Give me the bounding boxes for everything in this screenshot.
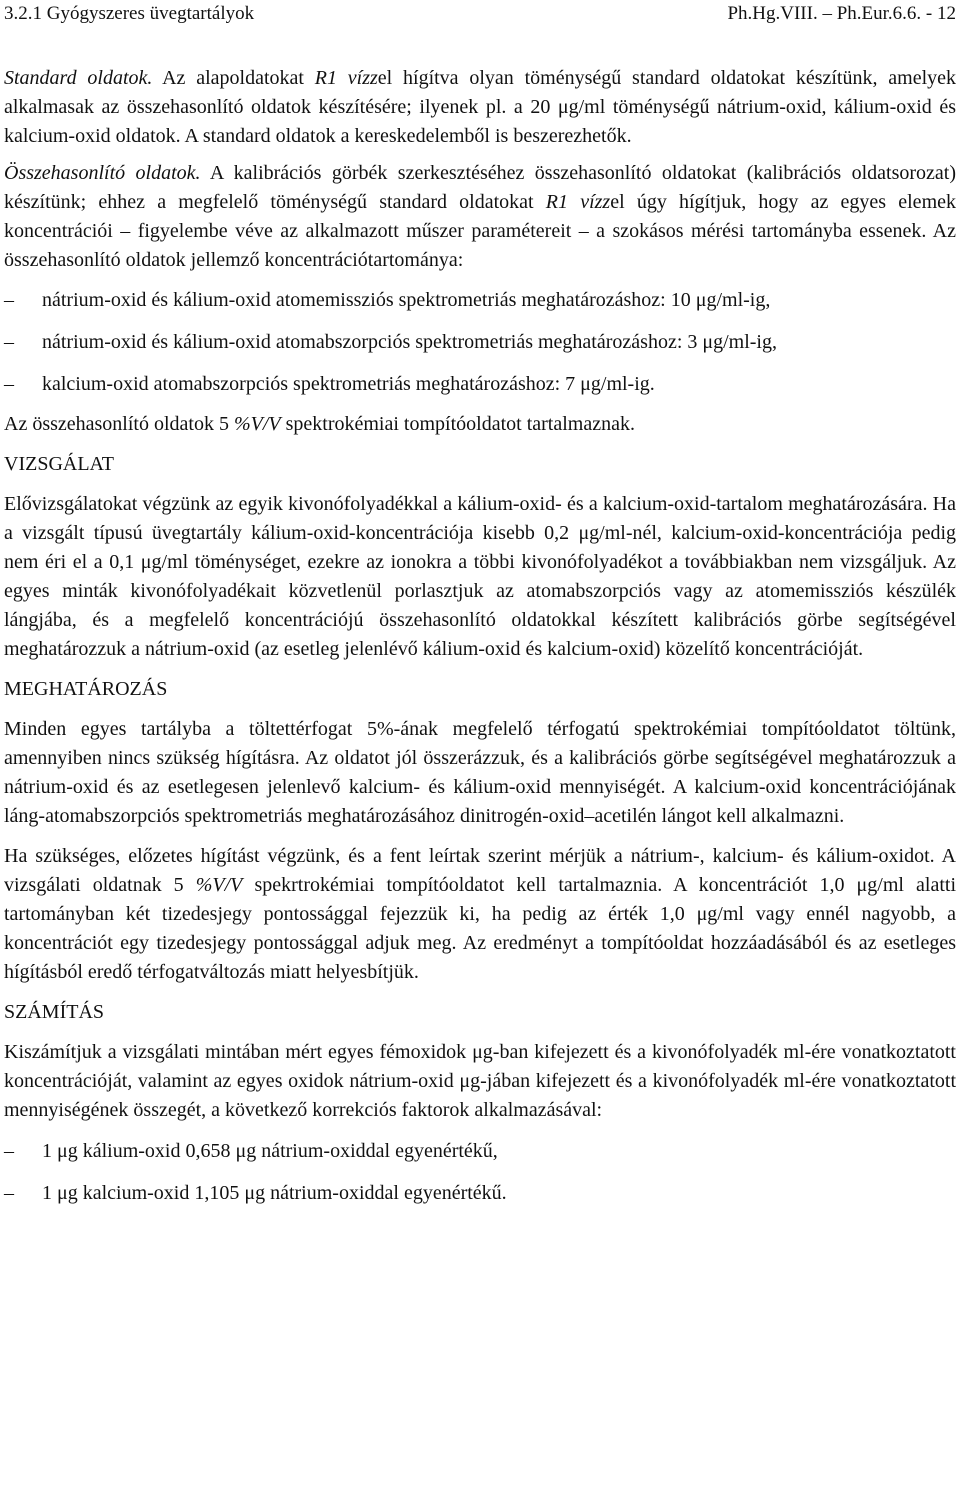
comparison-solutions-lead: Összehasonlító oldatok.	[4, 162, 201, 184]
list-dash: –	[4, 1182, 14, 1204]
header-pharmacopoeia-ref: Ph.Hg.VIII. – Ph.Eur.6.6. - 12	[727, 3, 956, 24]
closing-vv-unit: %V/V	[233, 413, 281, 435]
meghatarozas-text-a: Ha szükséges, előzetes hígítást végzünk, és a fent leírtak szerint mérjük a nátrium-, kalcium- és kálium-oxidot. A vizsgálati oldatnak 5	[4, 845, 956, 896]
list-item	[4, 328, 956, 357]
comparison-closing-sentence	[4, 410, 956, 439]
comparison-solutions-paragraph	[4, 159, 956, 275]
correction-factor-list	[4, 1137, 956, 1208]
list-item-text: 1 μg kálium-oxid 0,658 μg nátrium-oxiddal egyenértékű,	[42, 1140, 498, 1162]
meghatarozas-vv-unit: %V/V	[195, 874, 243, 896]
closing-text-a: Az összehasonlító oldatok 5	[4, 413, 234, 435]
list-item-text: kalcium-oxid atomabszorpciós spektrometriás meghatározáshoz: 7 μg/ml-ig.	[42, 373, 655, 395]
comparison-solutions-text-b: el úgy hígítjuk, hogy az egyes elemek koncentrációi – figyelembe véve az alkalmazott műszer paramétereit – a szokásos mérési tartományba essenek. Az összehasonlító oldatok jellemző koncentrációtartománya:	[4, 191, 956, 271]
szamitas-paragraph: Kiszámítjuk a vizsgálati mintában mért egyes fémoxidok μg-ban kifejezett és a kivonófolyadék ml-ére vonatkoztatott koncentrációját, valamint az egyes oxidok nátrium-oxid μg-jában kifejezett és a kivonófolyadék ml-ére vonatkoztatott mennyiségének összegét, a következő korrekciós faktorok alkalmazásával:	[4, 1041, 956, 1121]
standard-solutions-reagent: R1 vízz	[314, 67, 378, 89]
list-dash: –	[4, 331, 14, 353]
section-heading-vizsgalat: VIZSGÁLAT	[4, 453, 114, 475]
document-page	[4, 0, 956, 1208]
standard-solutions-text-a: Az alapoldatokat	[152, 67, 315, 89]
list-item	[4, 1137, 956, 1166]
list-dash: –	[4, 373, 14, 395]
standard-solutions-paragraph	[4, 64, 956, 151]
closing-text-b: spektrokémiai tompítóoldatot tartalmaznak.	[280, 413, 635, 435]
meghatarozas-paragraph-2	[4, 842, 956, 987]
standard-solutions-text-b: el hígítva olyan töménységű standard oldatokat készítünk, amelyek alkalmasak az összehasonlító oldatok készítésére; ilyenek pl. a 20 μg/ml töménységű nátrium-oxid, kálium-oxid és kalcium-oxid oldatok. A standard oldatok a kereskedelemből is beszerezhetők.	[4, 67, 957, 147]
list-item-text: 1 μg kalcium-oxid 1,105 μg nátrium-oxiddal egyenértékű.	[42, 1182, 507, 1204]
header-chapter-title: 3.2.1 Gyógyszeres üvegtartályok	[4, 3, 255, 24]
section-heading-meghatarozas: MEGHATÁROZÁS	[4, 678, 168, 700]
list-item	[4, 1179, 956, 1208]
meghatarozas-paragraph-1: Minden egyes tartályba a töltettérfogat 5%-ának megfelelő térfogatú spektrokémiai tompítóoldatot töltünk, amennyiben nincs szükség hígításra. Az oldatot jól összerázzuk, és a kalibrációs görbe segítségével meghatározzuk a nátrium-oxid és az esetlegesen jelenlevő kalcium- és kálium-oxid mennyiségét. A kalcium-oxid koncentrációjának láng-atomabszorpciós spektrometriás meghatározásához dinitrogén-oxid–acetilén lángot kell alkalmazni.	[4, 718, 956, 827]
list-dash: –	[4, 1140, 14, 1162]
concentration-range-list	[4, 286, 956, 399]
list-item	[4, 370, 956, 399]
vizsgalat-paragraph: Elővizsgálatokat végzünk az egyik kivonófolyadékkal a kálium-oxid- és a kalcium-oxid-tartalom meghatározására. Ha a vizsgált típusú üvegtartály kálium-oxid-koncentrációja kisebb 0,2 μg/ml-nél, kalcium-oxid-koncentrációja pedig nem éri el a 0,1 μg/ml töménységet, ezekre az ionokra a többi kivonófolyadékot a továbbiakban nem vizsgáljuk. Az egyes minták kivonófolyadékait közvetlenül porlasztjuk az atomabszorpciós vagy az atomemissziós készülék lángjába, és a megfelelő koncentrációjú összehasonlító oldatokkal készített kalibrációs görbe segítségével meghatározzuk a nátrium-oxid (az esetleg jelenlévő kálium-oxid és kalcium-oxid) közelítő koncentrációját.	[4, 493, 956, 660]
section-heading-szamitas: SZÁMÍTÁS	[4, 1001, 105, 1023]
standard-solutions-lead: Standard oldatok.	[4, 67, 153, 89]
comparison-solutions-reagent: R1 vízz	[545, 191, 611, 213]
list-dash: –	[4, 289, 14, 311]
meghatarozas-text-b: spekrtrokémiai tompítóoldatot kell tartalmaznia. A koncentrációt 1,0 μg/ml alatti tartományban két tizedesjegy pontossággal fejezzük ki, ha pedig az érték 1,0 μg/ml vagy ennél nagyobb, a koncentrációt egy tizedesjegy pontossággal adjuk meg. Az eredményt a tompítóoldat hozzáadásából és az esetleges hígításból eredő térfogatváltozás miatt helyesbítjük.	[4, 874, 956, 983]
list-item	[4, 286, 956, 315]
comparison-solutions-text-a: A kalibrációs görbék szerkesztéséhez összehasonlító oldatokat (kalibrációs oldatsorozat) készítünk; ehhez a megfelelő töménységű standard oldatokat	[4, 162, 956, 213]
page-header	[4, 0, 956, 28]
list-item-text: nátrium-oxid és kálium-oxid atomemissziós spektrometriás meghatározáshoz: 10 μg/ml-ig,	[42, 289, 771, 311]
list-item-text: nátrium-oxid és kálium-oxid atomabszorpciós spektrometriás meghatározáshoz: 3 μg/ml-ig,	[42, 331, 777, 353]
